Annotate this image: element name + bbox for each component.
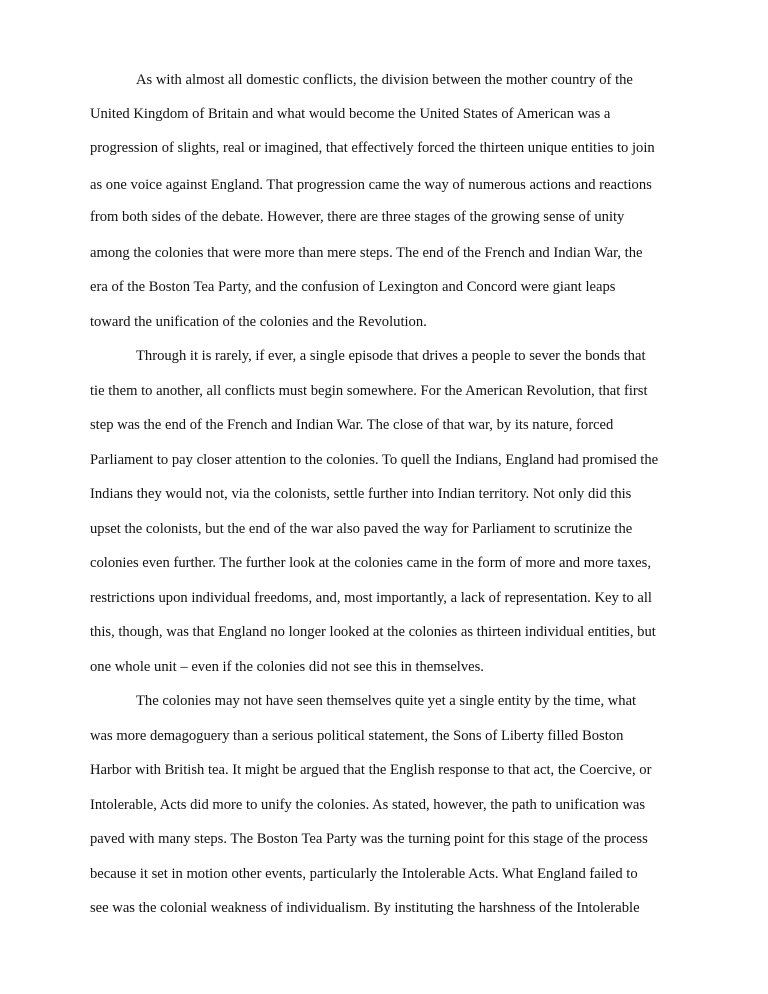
paragraph-2-line-6: upset the colonists, but the end of the war also paved the way for Parliament to scrutinize the bbox=[90, 521, 633, 537]
paragraph-3-line-3: Harbor with British tea. It might be argued that the English response to that act, the Coercive, or bbox=[90, 762, 652, 778]
paragraph-1-line-8: toward the unification of the colonies and the Revolution. bbox=[90, 314, 427, 330]
paragraph-2-line-10: one whole unit – even if the colonies did not see this in themselves. bbox=[90, 659, 484, 675]
paragraph-1-line-4: as one voice against England. That progression came the way of numerous actions and reactions bbox=[90, 177, 652, 193]
paragraph-1-line-1: As with almost all domestic conflicts, the division between the mother country of the bbox=[136, 72, 633, 88]
paragraph-2-line-7: colonies even further. The further look at the colonies came in the form of more and more taxes, bbox=[90, 555, 651, 571]
paragraph-2-line-5: Indians they would not, via the colonists, settle further into Indian territory. Not only did this bbox=[90, 486, 632, 502]
paragraph-3-line-5: paved with many steps. The Boston Tea Party was the turning point for this stage of the process bbox=[90, 831, 648, 847]
paragraph-2-line-2: tie them to another, all conflicts must begin somewhere. For the American Revolution, that first bbox=[90, 383, 648, 399]
paragraph-1-line-7: era of the Boston Tea Party, and the confusion of Lexington and Concord were giant leaps bbox=[90, 279, 616, 295]
paragraph-3-line-4: Intolerable, Acts did more to unify the colonies. As stated, however, the path to unification was bbox=[90, 797, 646, 813]
paragraph-3-line-1: The colonies may not have seen themselves quite yet a single entity by the time, what bbox=[136, 693, 637, 709]
paragraph-2-line-4: Parliament to pay closer attention to the colonies. To quell the Indians, England had promised the bbox=[90, 452, 659, 468]
paragraph-3-line-2: was more demagoguery than a serious political statement, the Sons of Liberty filled Boston bbox=[90, 728, 624, 744]
paragraph-3-line-6: because it set in motion other events, particularly the Intolerable Acts. What England failed to bbox=[90, 866, 638, 882]
paragraph-2-line-8: restrictions upon individual freedoms, and, most importantly, a lack of representation. Key to all bbox=[90, 590, 652, 606]
paragraph-1-line-2: United Kingdom of Britain and what would become the United States of American was a bbox=[90, 106, 611, 122]
paragraph-2-line-9: this, though, was that England no longer looked at the colonies as thirteen individual entities, but bbox=[90, 624, 656, 640]
paragraph-1-line-5: from both sides of the debate. However, there are three stages of the growing sense of unity bbox=[90, 209, 625, 225]
paragraph-2-line-1: Through it is rarely, if ever, a single episode that drives a people to sever the bonds that bbox=[136, 348, 646, 364]
paragraph-1-line-6: among the colonies that were more than mere steps. The end of the French and Indian War, the bbox=[90, 245, 643, 261]
paragraph-2-line-3: step was the end of the French and Indian War. The close of that war, by its nature, forced bbox=[90, 417, 614, 433]
paragraph-3-line-7: see was the colonial weakness of individualism. By instituting the harshness of the Intolerable bbox=[90, 900, 640, 916]
paragraph-1-line-3: progression of slights, real or imagined, that effectively forced the thirteen unique entities to join bbox=[90, 140, 655, 156]
